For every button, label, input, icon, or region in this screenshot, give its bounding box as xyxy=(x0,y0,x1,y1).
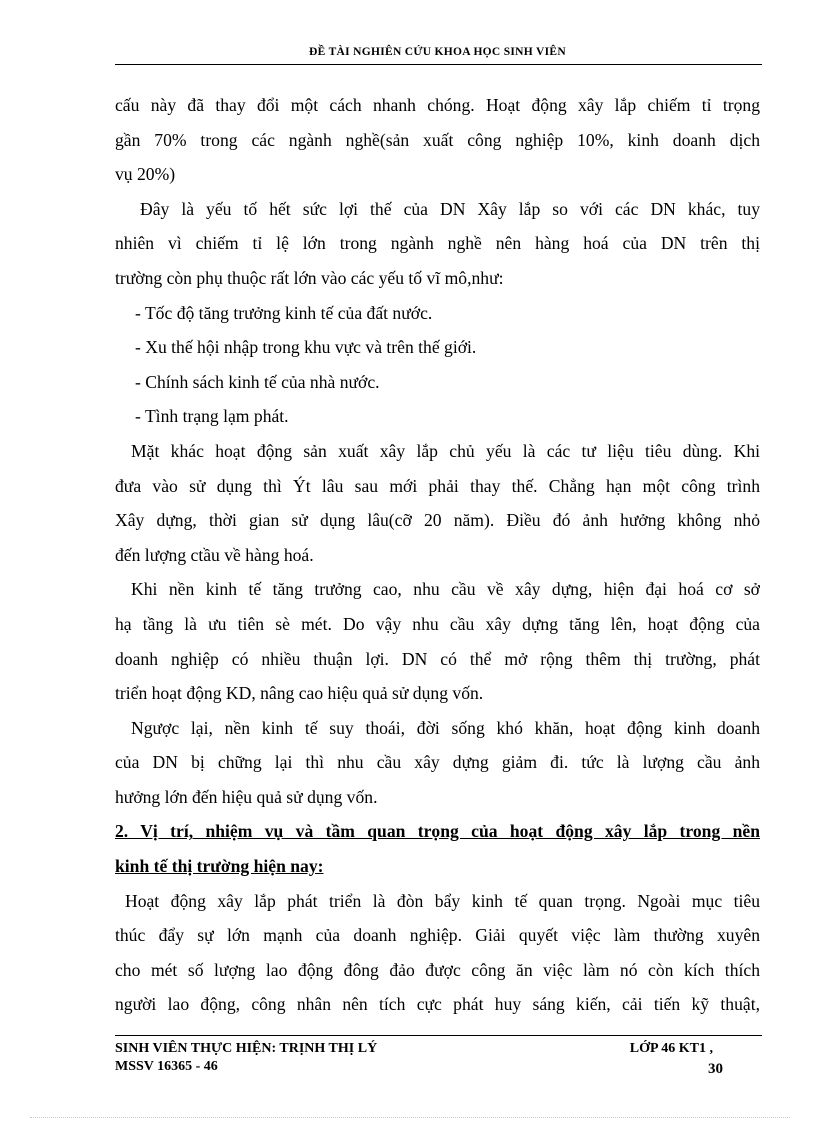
body-line: trường còn phụ thuộc rất lớn vào các yếu tố vĩ mô,như: xyxy=(115,267,504,288)
footer-divider xyxy=(115,1035,762,1036)
body-line: Mặt khác hoạt động sản xuất xây lắp chủ yếu là các tư liệu tiêu dùng. Khi xyxy=(131,440,760,461)
footer-class: LỚP 46 KT1 , xyxy=(629,1041,713,1056)
body-line: nhiên vì chiếm tỉ lệ lớn trong ngành nghề nên hàng hoá của DN trên thị xyxy=(115,233,760,254)
bullet-item: - Chính sách kinh tế của nhà nước. xyxy=(135,371,380,392)
page-number: 30 xyxy=(708,1061,723,1077)
body-line: hưởng lớn đến hiệu quả sử dụng vốn. xyxy=(115,786,378,807)
body-line: đưa vào sử dụng thì Ýt lâu sau mới phải thay thế. Chẳng hạn một công trình xyxy=(115,475,760,496)
footer-student-id: MSSV 16365 - 46 xyxy=(115,1059,218,1074)
bullet-item: - Tình trạng lạm phát. xyxy=(135,406,289,427)
body-line: cho mét số lượng lao động đông đảo được công ăn việc làm nó còn kích thích xyxy=(115,959,760,980)
bullet-item: - Xu thế hội nhập trong khu vực và trên thế giới. xyxy=(135,337,477,358)
body-line: thúc đẩy sự lớn mạnh của doanh nghiệp. Giải quyết việc làm thường xuyên xyxy=(115,925,760,946)
section-heading: kinh tế thị trường hiện nay: xyxy=(115,856,324,877)
body-line: Khi nền kinh tế tăng trưởng cao, nhu cầu về xây dựng, hiện đại hoá cơ sở xyxy=(131,579,760,600)
document-body xyxy=(115,88,760,1022)
page-bottom-edge xyxy=(30,1117,790,1118)
body-line: gần 70% trong các ngành nghề(sản xuất công nghiệp 10%, kinh doanh dịch xyxy=(115,129,760,150)
body-line: của DN bị chững lại thì nhu cầu xây dựng giảm đi. tức là lượng cầu ảnh xyxy=(115,752,760,773)
body-line: Ngược lại, nền kinh tế suy thoái, đời sống khó khăn, hoạt động kinh doanh xyxy=(131,717,760,738)
body-line: triển hoạt động KD, nâng cao hiệu quả sử dụng vốn. xyxy=(115,683,484,704)
body-line: người lao động, công nhân nên tích cực phát huy sáng kiến, cải tiến kỹ thuật, xyxy=(115,994,760,1015)
page-header-title: ĐỀ TÀI NGHIÊN CỨU KHOA HỌC SINH VIÊN xyxy=(309,46,566,58)
body-line: cấu này đã thay đổi một cách nhanh chóng. Hoạt động xây lắp chiếm tỉ trọng xyxy=(115,95,760,115)
header-divider xyxy=(115,64,762,65)
body-line: hạ tầng là ưu tiên sè mét. Do vậy nhu cầu xây dựng tăng lên, hoạt động của xyxy=(115,613,760,634)
footer-student-name: SINH VIÊN THỰC HIỆN: TRỊNH THỊ LÝ xyxy=(115,1041,378,1056)
body-line: Hoạt động xây lắp phát triển là đòn bẩy kinh tế quan trọng. Ngoài mục tiêu xyxy=(125,890,760,911)
body-line: vụ 20%) xyxy=(115,164,176,185)
page-footer xyxy=(115,1040,745,1076)
body-line: doanh nghiệp có nhiều thuận lợi. DN có thể mở rộng thêm thị trường, phát xyxy=(115,648,760,669)
section-heading: 2. Vị trí, nhiệm vụ và tầm quan trọng của hoạt động xây lắp trong nền xyxy=(115,821,760,842)
body-line: đến lượng ctầu về hàng hoá. xyxy=(115,544,314,565)
body-line: Đây là yếu tố hết sức lợi thế của DN Xây lắp so với các DN khác, tuy xyxy=(140,198,760,219)
body-line: Xây dựng, thời gian sử dụng lâu(cỡ 20 năm). Điều đó ảnh hưởng không nhỏ xyxy=(115,510,760,531)
bullet-item: - Tốc độ tăng trưởng kinh tế của đất nước. xyxy=(135,302,433,323)
